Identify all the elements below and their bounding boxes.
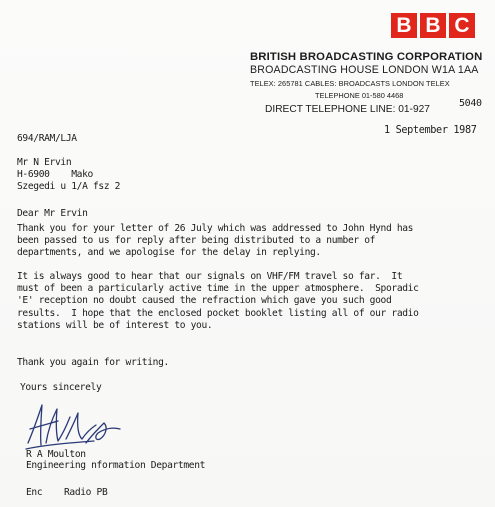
paragraph-line: been passed to us for reply after being distributed to a number of (17, 235, 376, 247)
extension-number: 5040 (459, 98, 482, 109)
paragraph-line: stations will be of interest to you. (17, 319, 213, 331)
paragraph-line: It is always good to hear that our signals on VHF/FM travel so far. It (17, 271, 403, 282)
telex-line: TELEX: 265781 CABLES: BROADCASTS LONDON TELEX (250, 79, 450, 88)
corporation-name: BRITISH BROADCASTING CORPORATION (250, 51, 483, 63)
recipient-address (17, 157, 120, 194)
signature-image (24, 399, 124, 455)
paragraph (17, 357, 477, 369)
corporation-address: BROADCASTING HOUSE LONDON W1A 1AA (250, 64, 479, 76)
signatory-name: R A Moulton (26, 449, 86, 460)
paragraph-line: results. I hope that the enclosed pocket booklet listing all of our radio (17, 307, 419, 319)
telephone-line: TELEPHONE 01-580 4468 (315, 91, 404, 100)
enclosure-note: Enc Radio PB (26, 487, 108, 498)
signatory-department: Engineering nformation Department (26, 460, 206, 471)
address-line: Mr N Ervin (17, 157, 72, 168)
paragraph-line: must of been a particularly active time in the upper atmosphere. Sporadic (17, 283, 419, 295)
logo-block: B (391, 13, 417, 38)
logo-block: B (420, 13, 446, 38)
paragraph-line: Thank you again for writing. (17, 357, 169, 368)
reference: 694/RAM/LJA (17, 133, 77, 144)
paragraph (17, 223, 477, 260)
bbc-logo (391, 13, 475, 38)
logo-block: C (449, 13, 475, 38)
closing: Yours sincerely (20, 382, 102, 393)
address-line: Szegedi u 1/A fsz 2 (17, 181, 121, 193)
paragraph-line: departments, and we apologise for the delay in replying. (17, 247, 321, 259)
letter-date: 1 September 1987 (384, 125, 477, 136)
paragraph-line: 'E' reception no doubt caused the refraction which gave you such good (17, 295, 392, 307)
paragraph-line: Thank you for your letter of 26 July which was addressed to John Hynd has (17, 223, 414, 234)
paragraph (17, 271, 477, 332)
direct-line: DIRECT TELEPHONE LINE: 01-927 (265, 104, 430, 115)
salutation: Dear Mr Ervin (17, 208, 88, 219)
address-line: H-6900 Mako (17, 169, 93, 181)
